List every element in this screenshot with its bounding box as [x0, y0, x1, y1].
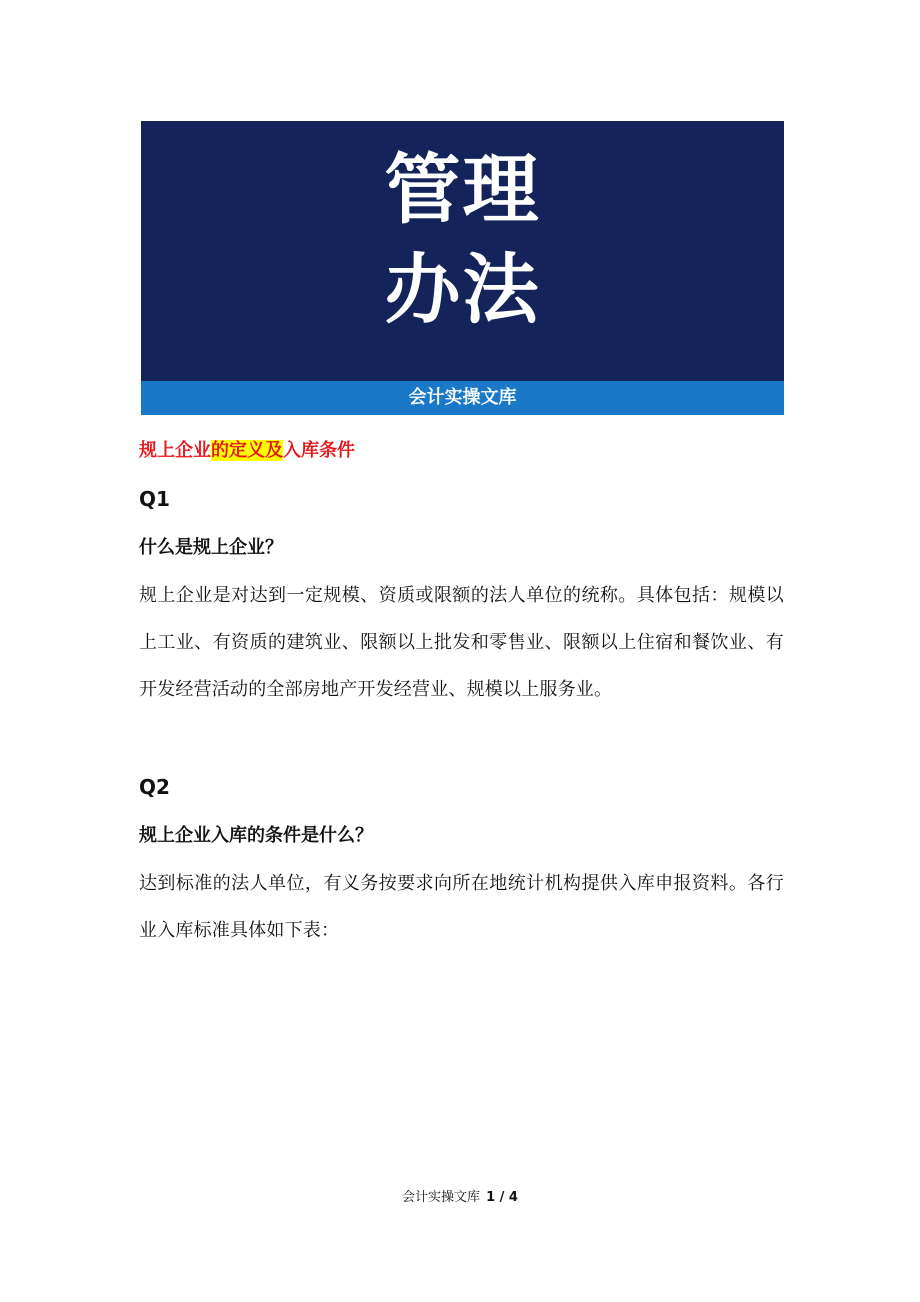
page-footer	[0, 1188, 920, 1208]
section-heading-part1: 规上企业	[139, 440, 211, 461]
q1-label: Q1	[139, 487, 170, 511]
q2-question: 规上企业入库的条件是什么？	[139, 825, 373, 846]
section-heading-part3: 入库条件	[283, 440, 355, 461]
section-heading-highlight: 的定义及	[211, 440, 283, 461]
q2-answer: 达到标准的法人单位，有义务按要求向所在地统计机构提供入库申报资料。各行业入库标准具体如下表：	[139, 873, 784, 941]
q1-answer: 规上企业是对达到一定规模、资质或限额的法人单位的统称。具体包括：规模以上工业、有资质的建筑业、限额以上批发和零售业、限额以上住宿和餐饮业、有开发经营活动的全部房地产开发经营业、规模以上服务业。	[139, 585, 784, 700]
section-heading	[139, 438, 355, 464]
banner-title-line2: 办法	[384, 245, 541, 334]
q2-label: Q2	[139, 775, 170, 799]
q1-question: 什么是规上企业？	[139, 537, 283, 558]
cover-banner	[141, 121, 784, 415]
banner-title-line1: 管理	[384, 145, 541, 234]
banner-strip: 会计实操文库	[141, 381, 784, 415]
footer-doc-name: 会计实操文库	[402, 1190, 481, 1205]
footer-page-number: 1 / 4	[486, 1190, 518, 1205]
